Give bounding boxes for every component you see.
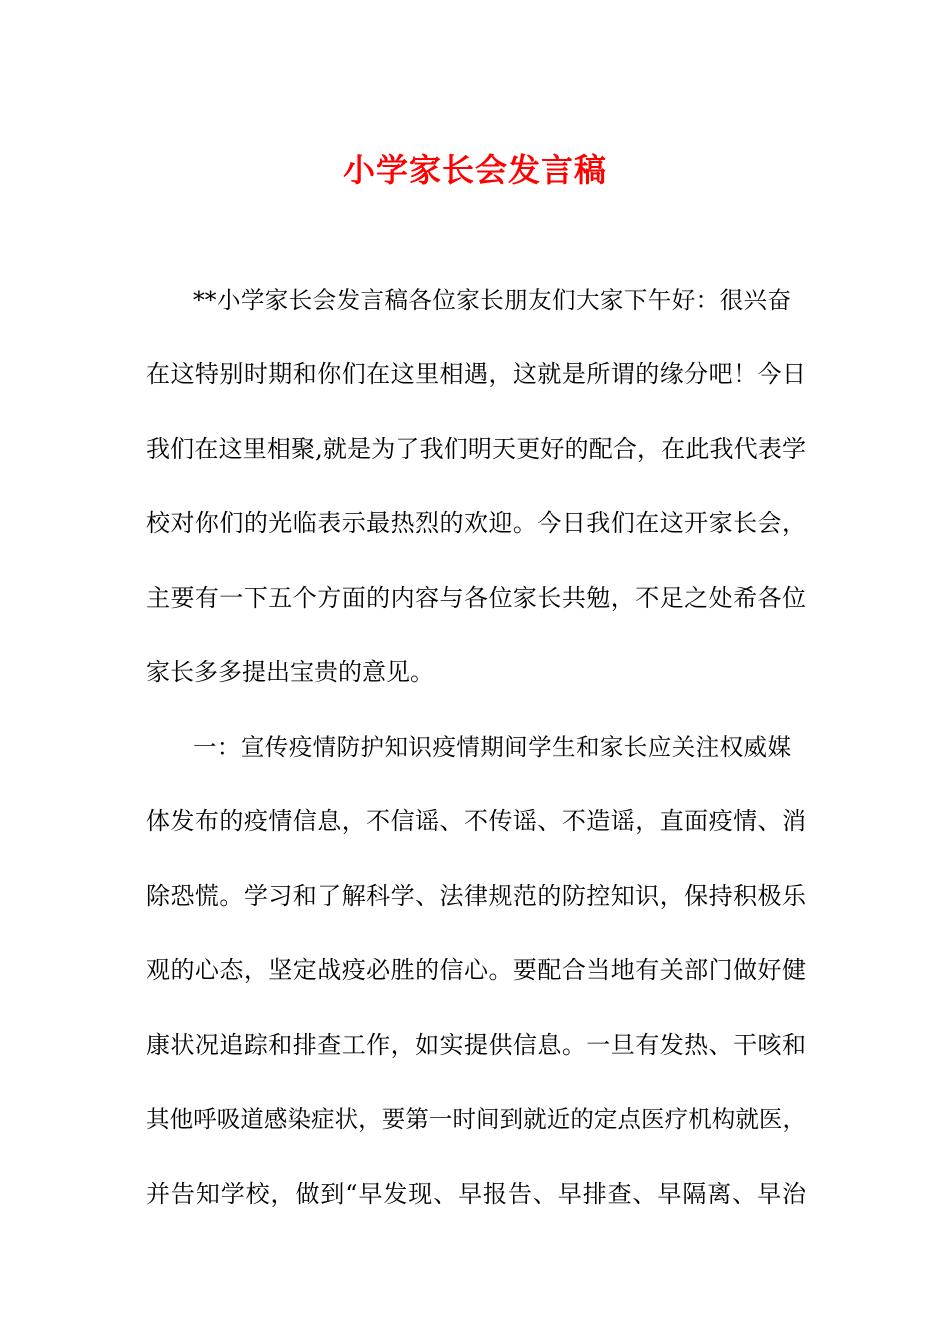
paragraph-1-line-2: 在这特别时期和你们在这里相遇，这就是所谓的缘分吧！今日	[146, 360, 806, 388]
paragraph-1-line-3: 我们在这里相聚,就是为了我们明天更好的配合，在此我代表学	[146, 435, 806, 463]
document-title: 小学家长会发言稿	[342, 151, 607, 189]
paragraph-2-line-2: 体发布的疫情信息，不信谣、不传谣、不造谣，直面疫情、消	[146, 807, 806, 835]
paragraph-2-line-6: 其他呼吸道感染症状，要第一时间到就近的定点医疗机构就医，	[146, 1105, 806, 1133]
paragraph-2-line-1: 一：宣传疫情防护知识疫情期间学生和家长应关注权威媒	[193, 733, 791, 761]
paragraph-1-line-5: 主要有一下五个方面的内容与各位家长共勉，不足之处希各位	[146, 584, 806, 612]
paragraph-1-line-1: **小学家长会发言稿各位家长朋友们大家下午好：很兴奋	[193, 286, 791, 314]
paragraph-2-line-3: 除恐慌。学习和了解科学、法律规范的防控知识，保持积极乐	[146, 882, 806, 910]
paragraph-1-line-4: 校对你们的光临表示最热烈的欢迎。今日我们在这开家长会，	[146, 509, 806, 537]
paragraph-2-line-4: 观的心态，坚定战疫必胜的信心。要配合当地有关部门做好健	[146, 956, 806, 984]
paragraph-2-line-7: 并告知学校，做到“早发现、早报告、早排查、早隔离、早治	[146, 1180, 806, 1208]
paragraph-1-line-6: 家长多多提出宝贵的意见。	[146, 658, 434, 686]
paragraph-2-line-5: 康状况追踪和排查工作，如实提供信息。一旦有发热、干咳和	[146, 1031, 806, 1059]
